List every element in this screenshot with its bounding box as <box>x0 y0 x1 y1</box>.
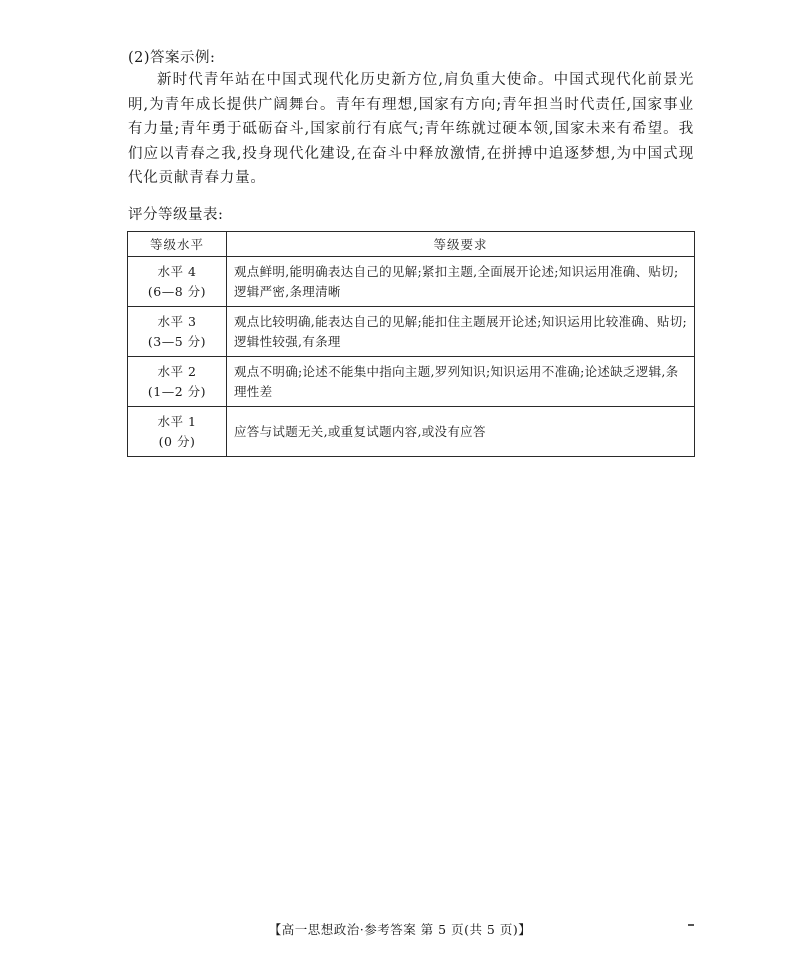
level-column-header: 等级水平 <box>128 232 227 257</box>
requirement-cell: 观点鲜明,能明确表达自己的见解;紧扣主题,全面展开论述;知识运用准确、贴切;逻辑严密,条理清晰 <box>227 257 695 307</box>
requirement-cell: 观点比较明确,能表达自己的见解;能扣住主题展开论述;知识运用比较准确、贴切;逻辑性较强,有条理 <box>227 307 695 357</box>
rubric-header-row <box>128 232 695 257</box>
level-cell <box>128 407 227 457</box>
requirement-column-header: 等级要求 <box>227 232 695 257</box>
answer-example-paragraph: 新时代青年站在中国式现代化历史新方位,肩负重大使命。中国式现代化前景光明,为青年成长提供广阔舞台。青年有理想,国家有方向;青年担当时代责任,国家事业有力量;青年勇于砥砺奋斗,国家前行有底气;青年练就过硬本领,国家未来有希望。我们应以青春之我,投身现代化建设,在奋斗中释放激情,在拼搏中追逐梦想,为中国式现代化贡献青春力量。 <box>128 72 694 186</box>
page-footer: 【高一思想政治·参考答案 第 5 页(共 5 页)】 <box>268 922 532 937</box>
level-score: (3—5 分) <box>147 333 207 349</box>
table-row <box>128 257 695 307</box>
level-name: 水平 2 <box>157 363 197 379</box>
level-score: (0 分) <box>158 433 196 449</box>
level-cell <box>128 307 227 357</box>
table-row <box>128 307 695 357</box>
answer-example-heading: (2)答案示例: <box>128 50 216 66</box>
table-row <box>128 407 695 457</box>
requirement-cell: 应答与试题无关,或重复试题内容,或没有应答 <box>227 407 695 457</box>
level-score: (1—2 分) <box>147 383 207 399</box>
level-score: (6—8 分) <box>147 283 207 299</box>
level-name: 水平 3 <box>157 313 197 329</box>
level-name: 水平 1 <box>157 413 197 429</box>
level-cell <box>128 357 227 407</box>
requirement-cell: 观点不明确;论述不能集中指向主题,罗列知识;知识运用不准确;论述缺乏逻辑,条理性差 <box>227 357 695 407</box>
corner-mark <box>688 924 694 926</box>
level-name: 水平 4 <box>157 263 197 279</box>
level-cell <box>128 257 227 307</box>
table-row <box>128 357 695 407</box>
rubric-title: 评分等级量表: <box>128 207 224 223</box>
rubric-table <box>127 231 695 457</box>
